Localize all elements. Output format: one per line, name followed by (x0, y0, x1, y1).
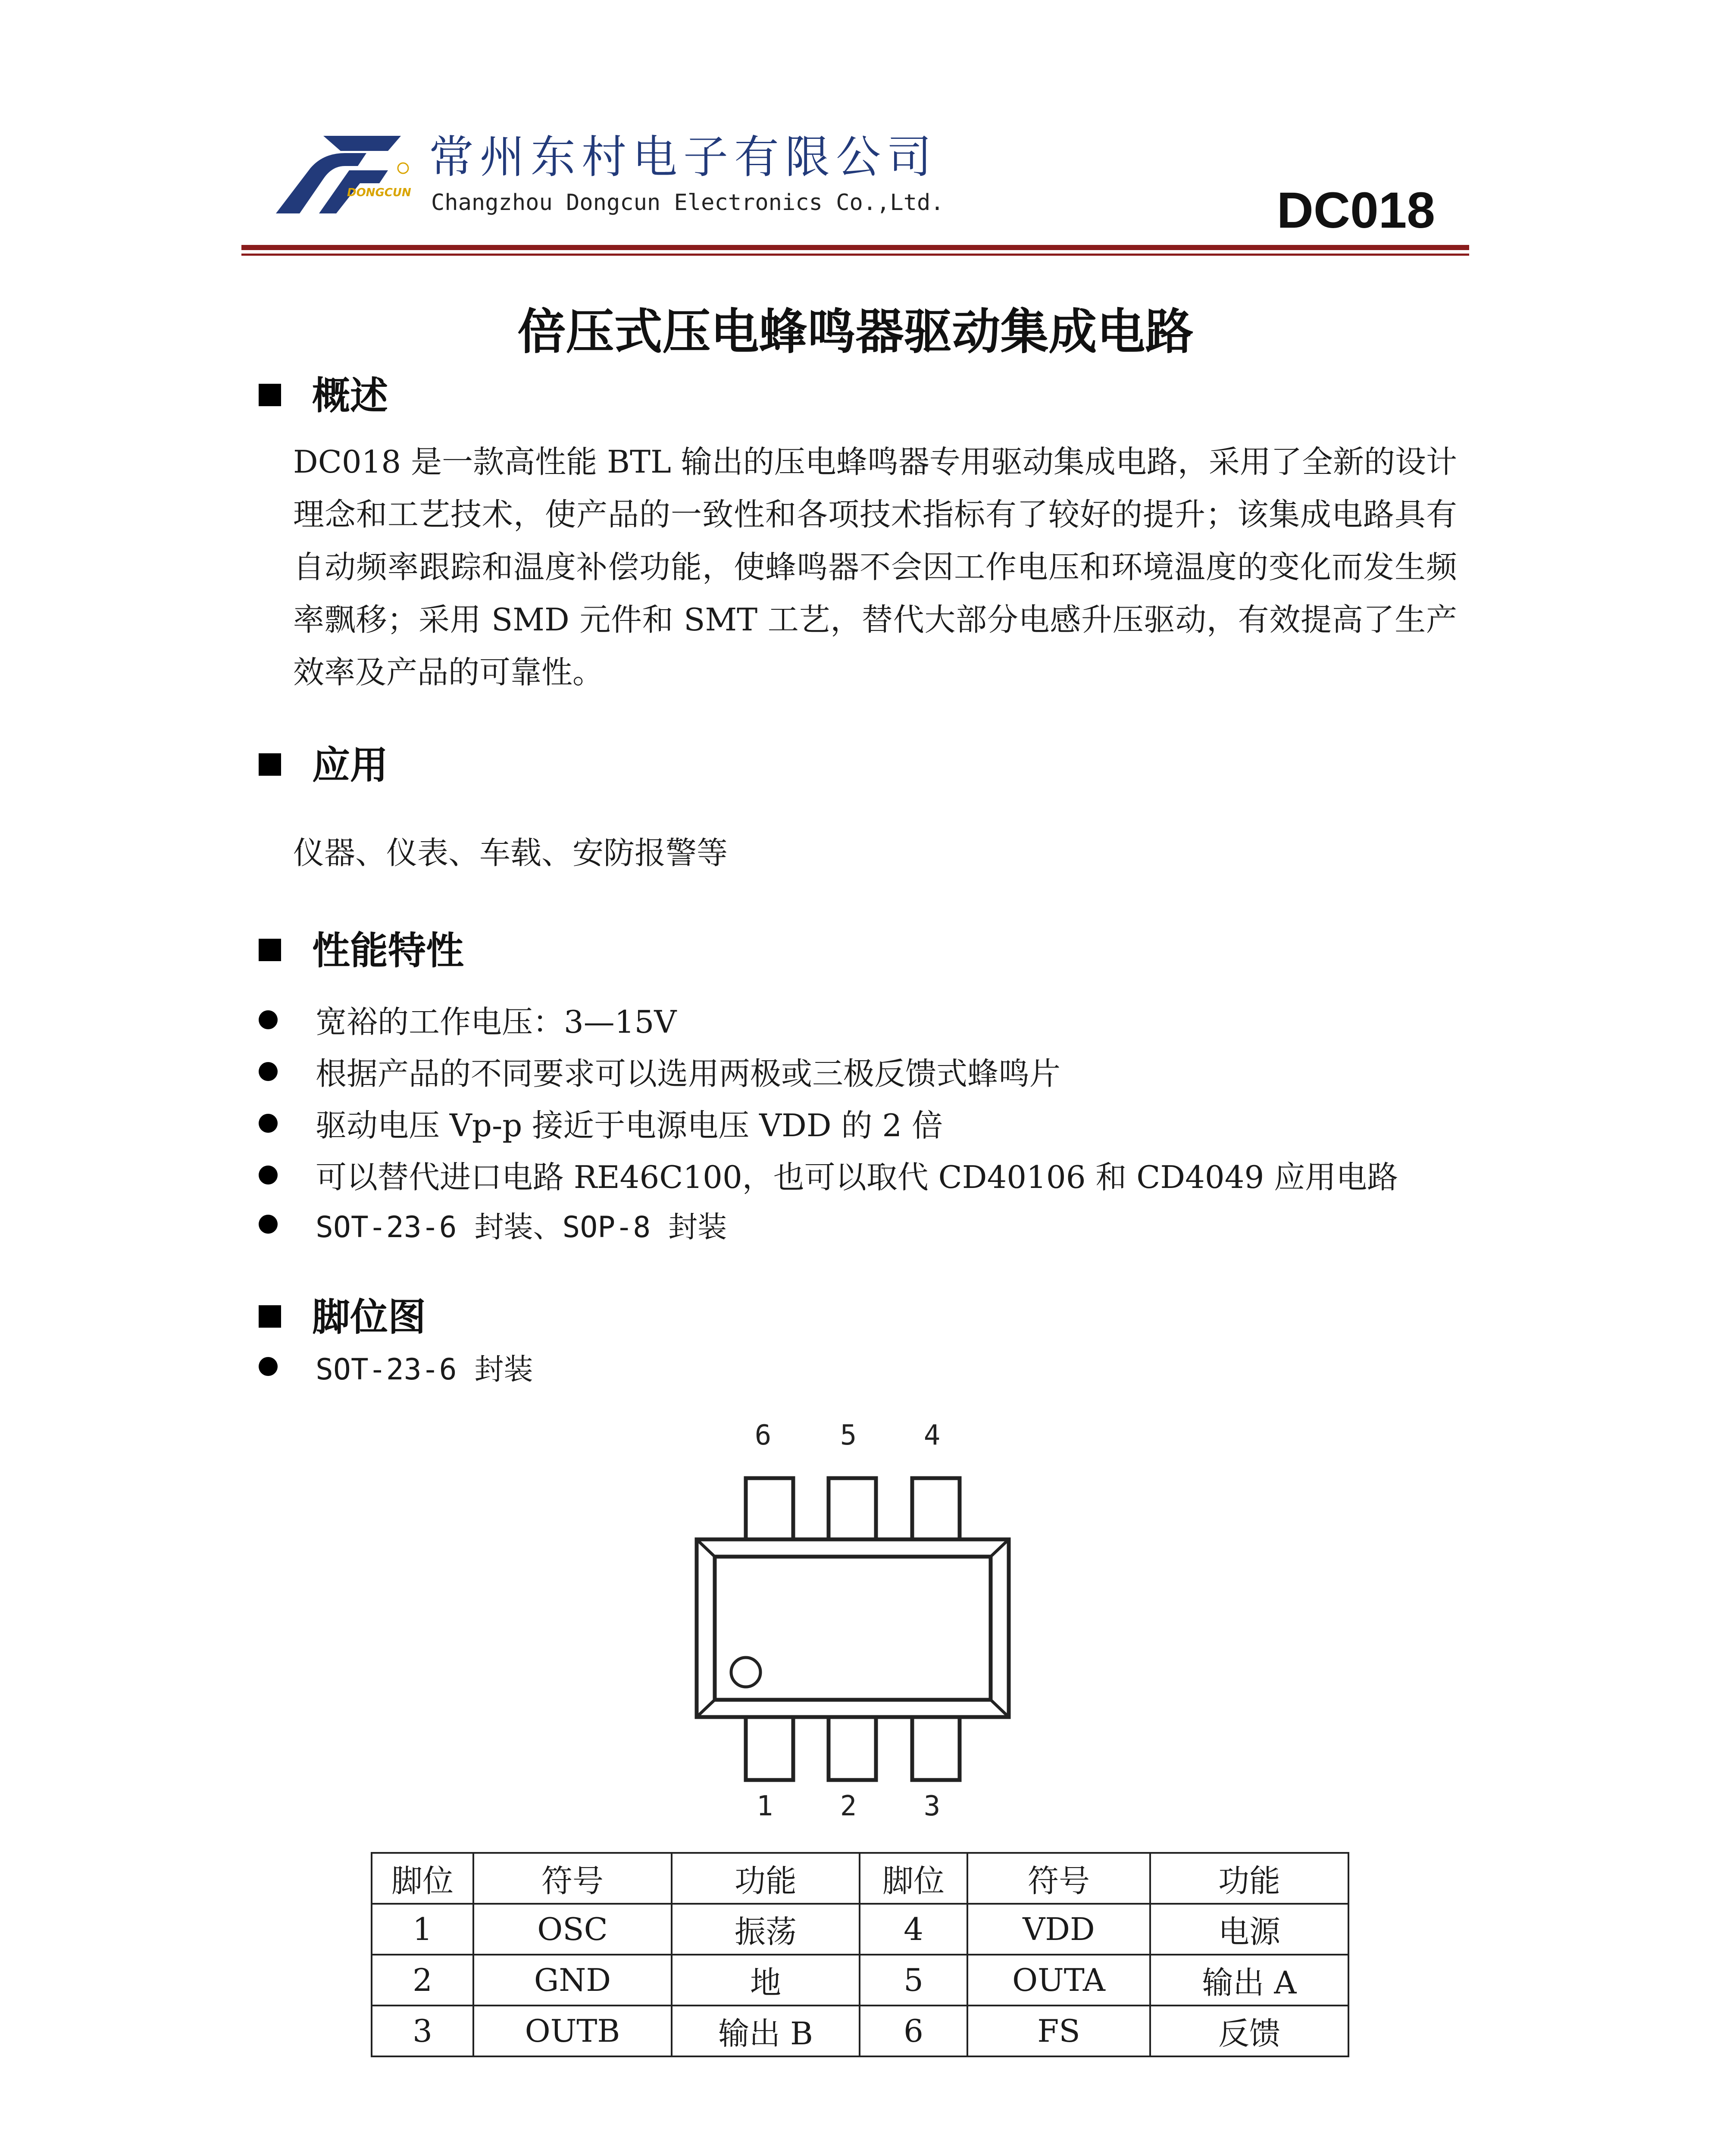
table-cell: 1 (372, 1904, 473, 1955)
table-cell: VDD (967, 1904, 1150, 1955)
pin-6 (746, 1478, 793, 1539)
table-row (372, 2006, 1348, 2056)
feature-text: 宽裕的工作电压：3—15V (316, 1004, 677, 1040)
table-cell: 输出 B (672, 2006, 860, 2056)
pin-label-2: 2 (840, 1790, 857, 1822)
section-heading-label: 性能特性 (312, 928, 464, 973)
company-name-cn: 常州东村电子有限公司 (429, 131, 938, 183)
round-bullet-icon (259, 1114, 278, 1133)
package-item (259, 1346, 533, 1388)
square-bullet-icon (259, 1305, 281, 1328)
feature-item (259, 1152, 1398, 1197)
round-bullet-icon (259, 1166, 278, 1185)
section-heading-label: 脚位图 (312, 1295, 426, 1339)
table-cell: 6 (860, 2006, 967, 2056)
document-id: DC018 (1276, 182, 1435, 239)
table-cell: FS (967, 2006, 1150, 2056)
overview-paragraph: DC018 是一款高性能 BTL 输出的压电蜂鸣器专用驱动集成电路，采用了全新的设计理念和工艺技术，使产品的一致性和各项技术指标有了较好的提升；该集成电路具有自动频率跟踪和温度补偿功能，使蜂鸣器不会因工作电压和环境温度的变化而发生频率飘移；采用 SMD 元件和 SMT 工艺，替代大部分电感升压驱动，有效提高了生产效率及产品的可靠性。 (293, 444, 1457, 690)
section-heading-label: 应用 (312, 743, 388, 787)
feature-text: 可以替代进口电路 RE46C100，也可以取代 CD40106 和 CD4049 应用电路 (316, 1159, 1398, 1195)
applications-text: 仪器、仪表、车载、安防报警等 (293, 835, 728, 871)
feature-text: SOT-23-6 封装、SOP-8 封装 (316, 1210, 727, 1244)
section-heading-pinout (259, 1287, 426, 1341)
feature-item (259, 1100, 943, 1145)
round-bullet-icon (259, 1010, 278, 1029)
section-heading-applications (259, 735, 388, 790)
pin-label-4: 4 (923, 1420, 941, 1451)
section-heading-features (259, 921, 464, 975)
pin-label-5: 5 (840, 1420, 857, 1451)
pin-label-6: 6 (754, 1420, 772, 1451)
table-cell: GND (473, 1955, 672, 2006)
table-header: 功能 (672, 1853, 860, 1904)
table-cell: OSC (473, 1904, 672, 1955)
feature-text: 驱动电压 Vp-p 接近于电源电压 VDD 的 2 倍 (316, 1107, 943, 1144)
pin-5 (829, 1478, 876, 1539)
feature-item (259, 1204, 727, 1246)
pin-3 (912, 1717, 960, 1780)
pin-label-3: 3 (923, 1790, 941, 1822)
table-cell: 电源 (1150, 1904, 1348, 1955)
pin-label-1: 1 (756, 1790, 773, 1822)
table-header: 功能 (1150, 1853, 1348, 1904)
round-bullet-icon (259, 1357, 278, 1376)
table-cell: OUTA (967, 1955, 1150, 2006)
table-header-row (372, 1853, 1348, 1904)
table-header: 符号 (473, 1853, 672, 1904)
section-heading-label: 概述 (312, 373, 388, 418)
pin-2 (829, 1717, 876, 1780)
table-cell: 5 (860, 1955, 967, 2006)
feature-text: 根据产品的不同要求可以选用两极或三极反馈式蜂鸣片 (316, 1056, 1061, 1092)
header-rule (241, 245, 1469, 250)
header-rule-thin (241, 254, 1469, 256)
section-heading-overview (259, 366, 388, 420)
pin-1 (746, 1717, 793, 1780)
feature-item (259, 997, 676, 1042)
table-cell: 4 (860, 1904, 967, 1955)
chip-body (697, 1539, 1009, 1717)
table-header: 脚位 (372, 1853, 473, 1904)
company-logo (259, 127, 414, 226)
pin-4 (912, 1478, 960, 1539)
feature-item (259, 1049, 1060, 1094)
company-name-en: Changzhou Dongcun Electronics Co.,Ltd. (431, 190, 944, 216)
round-bullet-icon (259, 1215, 278, 1234)
square-bullet-icon (259, 939, 281, 961)
page-title: 倍压式压电蜂鸣器驱动集成电路 (517, 304, 1194, 360)
square-bullet-icon (259, 384, 281, 406)
round-bullet-icon (259, 1062, 278, 1081)
table-cell: OUTB (473, 2006, 672, 2056)
table-cell: 输出 A (1150, 1955, 1348, 2006)
table-header: 符号 (967, 1853, 1150, 1904)
table-cell: 地 (672, 1955, 860, 2006)
square-bullet-icon (259, 753, 281, 776)
table-header: 脚位 (860, 1853, 967, 1904)
pin-table (371, 1852, 1349, 2057)
table-row (372, 1904, 1348, 1955)
pinout-diagram (668, 1414, 1035, 1828)
table-cell: 3 (372, 2006, 473, 2056)
table-row (372, 1955, 1348, 2006)
logo-text: DONGCUN (347, 186, 411, 199)
table-cell: 反馈 (1150, 2006, 1348, 2056)
table-cell: 2 (372, 1955, 473, 2006)
table-cell: 振荡 (672, 1904, 860, 1955)
package-text: SOT-23-6 封装 (316, 1353, 533, 1387)
